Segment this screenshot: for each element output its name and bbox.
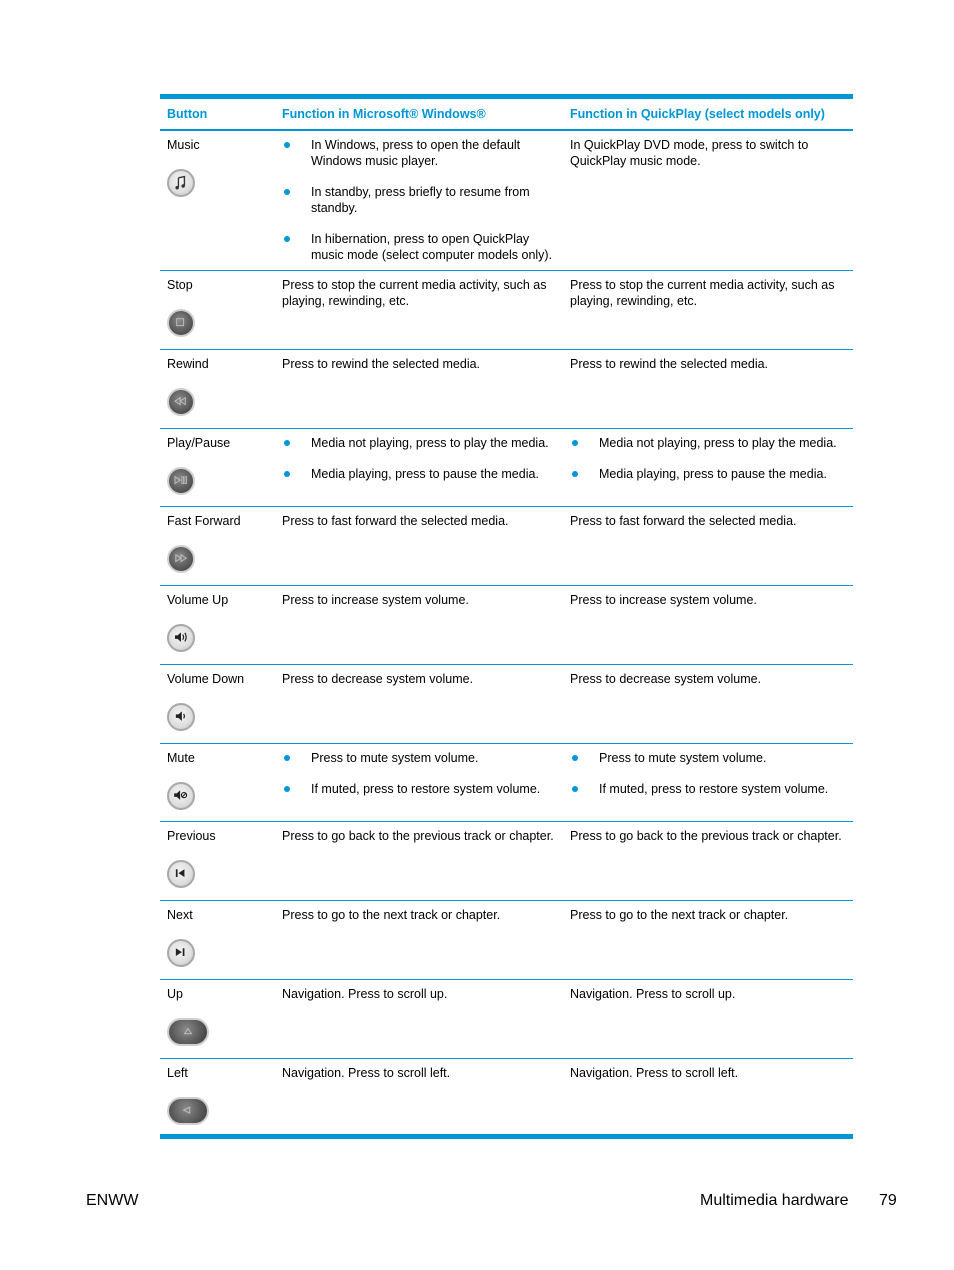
button-name: Rewind [167,357,209,371]
list-item: Press to mute system volume. [282,750,558,766]
quickplay-text: Press to go to the next track or chapter. [570,908,789,922]
quickplay-text: Press to fast forward the selected media. [570,514,797,528]
button-name: Volume Down [167,672,245,686]
left-arrow-icon [167,1097,209,1125]
table-row [160,428,853,506]
previous-track-icon [167,860,195,888]
button-name: Play/Pause [167,436,231,450]
list-item: Press to mute system volume. [570,750,853,766]
table-header [160,99,853,131]
list-item: Media not playing, press to play the media. [570,435,853,451]
windows-text: Navigation. Press to scroll left. [282,1066,451,1080]
header-button: Button [167,107,208,121]
header-quickplay: Function in QuickPlay (select models only) [570,107,825,121]
quickplay-text: In QuickPlay DVD mode, press to switch to QuickPlay music mode. [570,138,809,168]
button-name: Up [167,987,183,1001]
list-item: In hibernation, press to open QuickPlay music mode (select computer models only). [282,231,558,263]
volume-up-icon [167,624,195,652]
quickplay-text: Press to stop the current media activity, such as playing, rewinding, etc. [570,278,835,308]
windows-text: Press to decrease system volume. [282,672,474,686]
button-name: Mute [167,751,195,765]
table-row [160,585,853,664]
button-name: Volume Up [167,593,229,607]
table-row [160,821,853,900]
windows-text: Press to rewind the selected media. [282,357,481,371]
list-item: If muted, press to restore system volume. [570,781,853,797]
windows-text: Press to fast forward the selected media. [282,514,509,528]
windows-text: Press to go back to the previous track or chapter. [282,829,554,843]
table-row [160,270,853,349]
next-track-icon [167,939,195,967]
table-row [160,1058,853,1134]
quickplay-text: Navigation. Press to scroll left. [570,1066,739,1080]
windows-text: Press to increase system volume. [282,593,469,607]
music-note-icon [167,169,195,197]
list-item: In standby, press briefly to resume from standby. [282,184,558,216]
list-item: Media not playing, press to play the media. [282,435,558,451]
list-item: Media playing, press to pause the media. [570,466,853,482]
button-name: Previous [167,829,216,843]
button-name: Next [167,908,193,922]
button-name: Fast Forward [167,514,241,528]
rewind-icon [167,388,195,416]
fast-forward-icon [167,545,195,573]
up-arrow-icon [167,1018,209,1046]
table-row [160,900,853,979]
table-row [160,349,853,428]
mute-icon [167,782,195,810]
page-number: 79 [879,1192,897,1209]
table-row [160,664,853,743]
table-row [160,979,853,1058]
windows-text: Press to stop the current media activity, such as playing, rewinding, etc. [282,278,547,308]
table-row [160,743,853,821]
quickplay-text: Press to increase system volume. [570,593,757,607]
button-name: Stop [167,278,193,292]
list-item: If muted, press to restore system volume. [282,781,558,797]
stop-icon [167,309,195,337]
list-item: Media playing, press to pause the media. [282,466,558,482]
button-name: Left [167,1066,188,1080]
footer-left-label: ENWW [86,1192,139,1209]
table-row [160,131,853,270]
quickplay-text: Press to go back to the previous track or chapter. [570,829,842,843]
windows-text: Press to go to the next track or chapter. [282,908,501,922]
quickplay-text: Press to decrease system volume. [570,672,762,686]
footer-section-title: Multimedia hardware [700,1192,849,1209]
quickplay-text: Press to rewind the selected media. [570,357,769,371]
button-name: Music [167,138,200,152]
header-windows: Function in Microsoft® Windows® [282,107,486,121]
play-pause-icon [167,467,195,495]
windows-text: Navigation. Press to scroll up. [282,987,448,1001]
list-item: In Windows, press to open the default Windows music player. [282,137,558,169]
table-row [160,506,853,585]
volume-down-icon [167,703,195,731]
quickplay-text: Navigation. Press to scroll up. [570,987,736,1001]
button-function-table [160,94,853,1139]
